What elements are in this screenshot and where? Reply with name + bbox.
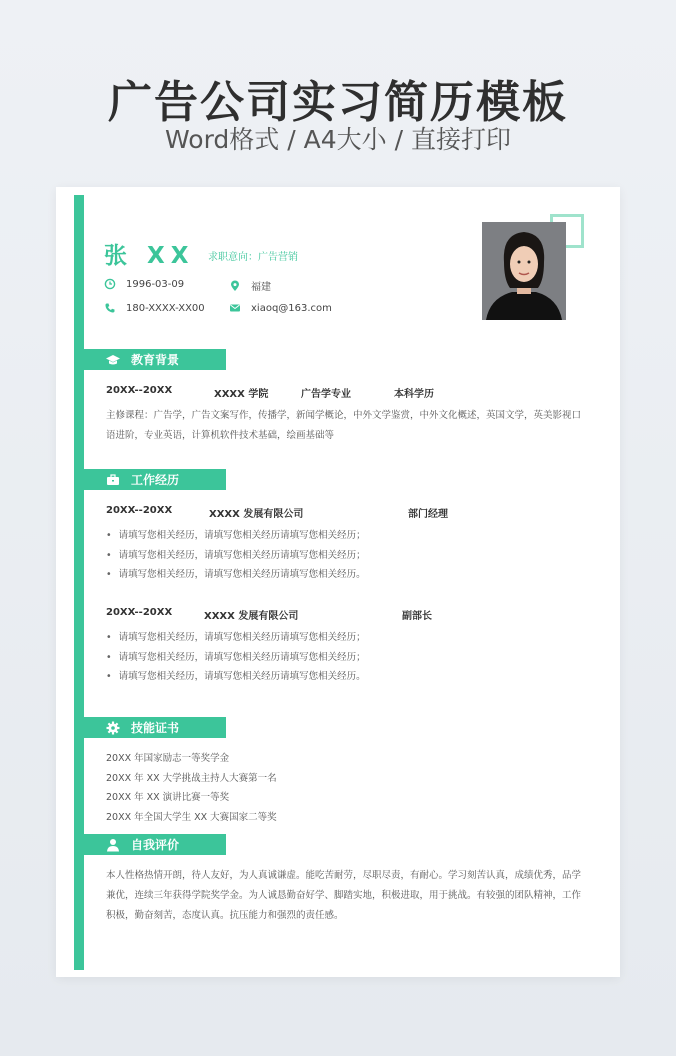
skills-list [106,749,277,827]
user-icon [105,837,121,853]
phone-number: 180-XXXX-XX00 [126,302,205,314]
location-pin-icon [229,280,241,292]
profile-photo [482,222,566,320]
graduation-cap-icon [105,352,121,368]
list-item: • 请填写您相关经历，请填写您相关经历请填写您相关经历； [106,546,366,566]
education-major: 广告学专业 [301,389,351,400]
list-item: 20XX 年全国大学生 XX 大赛国家二等奖 [106,811,277,823]
list-item: • 请填写您相关经历，请填写您相关经历请填写您相关经历。 [106,667,366,687]
page-subtitle: Word格式 / A4大小 / 直接打印 [165,125,511,154]
page-title: 广告公司实习简历模板 [108,77,568,128]
list-item: • 请填写您相关经历，请填写您相关经历请填写您相关经历。 [106,565,366,585]
job-duties-list [106,526,366,585]
list-item: 20XX 年 XX 演讲比赛一等奖 [106,792,230,803]
phone-info [104,302,205,314]
phone-icon [104,302,116,314]
job-position: 副部长 [402,611,432,622]
job-intent: 求职意向：广告营销 [208,252,298,263]
email-address: xiaoq@163.com [251,302,332,314]
section-work-title: 工作经历 [131,473,180,487]
section-education-header [81,349,226,370]
education-period: 20XX--20XX [106,385,173,396]
resume-page [56,187,620,977]
clock-icon [104,278,116,290]
education-school: XXXX 学院 [214,389,269,400]
section-skills-header [81,717,226,738]
section-work-header [81,469,226,490]
education-degree: 本科学历 [394,389,434,400]
job-company: XXXX 发展有限公司 [209,509,304,520]
self-evaluation-text: 本人性格热情开朗，待人友好，为人真诚谦虚。能吃苦耐劳，尽职尽责，有耐心。学习刻苦认真，成绩优秀，品学兼优，连续三年获得学院奖学金。为人诚恳勤奋好学、脚踏实地，积极进取，用于挑战。有较强的团队精神，工作积极，勤奋刻苦，态度认真。抗压能力和强烈的责任感。 [106,870,582,921]
section-self-header [81,834,226,855]
job-company: XXXX 发展有限公司 [204,611,299,622]
list-item: • 请填写您相关经历，请填写您相关经历请填写您相关经历； [106,648,366,668]
location-text: 福建 [251,282,271,293]
job-period: 20XX--20XX [106,607,173,618]
job-position: 部门经理 [408,509,448,520]
list-item: • 请填写您相关经历，请填写您相关经历请填写您相关经历； [106,628,366,648]
gear-icon [105,720,121,736]
candidate-name: 张 XX [104,243,195,269]
job-duties-list [106,628,366,687]
section-skills-title: 技能证书 [131,721,180,735]
email-info [229,302,332,314]
briefcase-icon [105,472,121,488]
education-courses: 主修课程：广告学，广告文案写作，传播学，新闻学概论，中外文学鉴赏，中外文化概述，英国文学，英美影视口语进阶，专业英语，计算机软件技术基础，绘画基础等 [106,410,582,441]
birth-info [104,278,184,290]
section-education-title: 教育背景 [131,353,180,367]
section-self-title: 自我评价 [131,838,180,852]
list-item: 20XX 年国家励志一等奖学金 [106,753,230,764]
mail-icon [229,302,241,314]
birth-date: 1996-03-09 [126,278,185,290]
location-info [229,278,271,293]
job-period: 20XX--20XX [106,505,173,516]
list-item: • 请填写您相关经历，请填写您相关经历请填写您相关经历； [106,526,366,546]
list-item: 20XX 年 XX 大学挑战主持人大赛第一名 [106,772,277,784]
